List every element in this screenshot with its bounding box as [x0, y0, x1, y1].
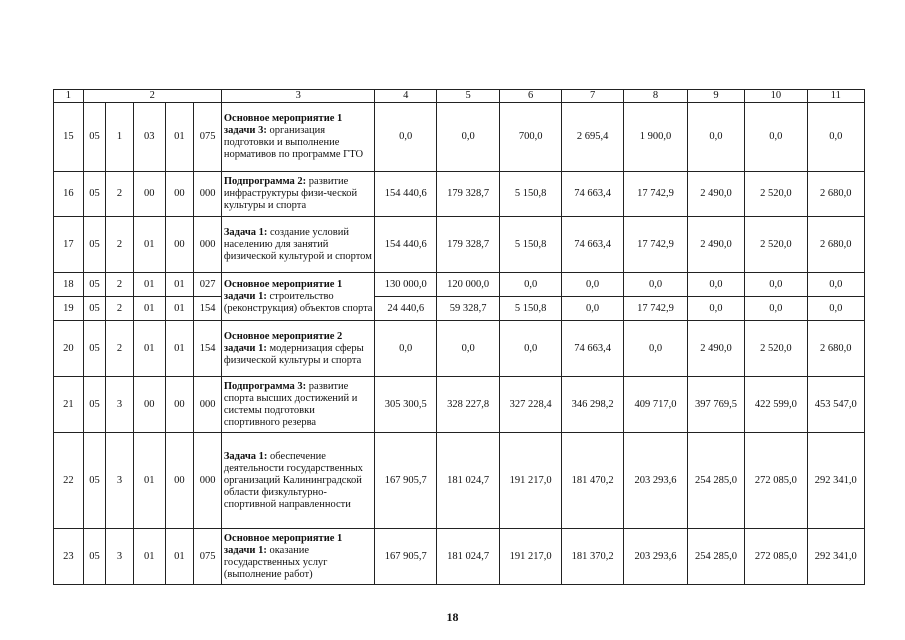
value-cell: 191 217,0: [500, 529, 561, 585]
value-cell: 2 680,0: [807, 321, 864, 377]
code-cell: 2: [106, 273, 134, 297]
code-cell: 00: [165, 377, 194, 433]
code-cell: 01: [133, 297, 165, 321]
code-cell: 05: [83, 217, 106, 273]
code-cell: 3: [106, 433, 134, 529]
description-cell: [221, 217, 375, 273]
value-cell: 2 520,0: [745, 321, 807, 377]
code-cell: 05: [83, 297, 106, 321]
code-cell: 05: [83, 377, 106, 433]
code-cell: 05: [83, 172, 106, 217]
code-cell: 3: [106, 377, 134, 433]
value-cell: 181 024,7: [436, 433, 499, 529]
value-cell: 0,0: [687, 103, 744, 172]
header-col-6: 6: [500, 90, 561, 103]
value-cell: 74 663,4: [561, 217, 623, 273]
description-bold: Основное мероприятие 1 задачи 1:: [223, 532, 343, 556]
code-cell: 000: [194, 433, 222, 529]
value-cell: 181 470,2: [561, 433, 623, 529]
code-cell: 01: [133, 433, 165, 529]
row-number-cell: 22: [54, 433, 84, 529]
code-cell: 3: [106, 529, 134, 585]
value-cell: 0,0: [500, 273, 561, 297]
value-cell: 2 490,0: [687, 217, 744, 273]
header-col-11: 11: [807, 90, 864, 103]
table-row: [54, 172, 865, 217]
value-cell: 74 663,4: [561, 321, 623, 377]
code-cell: 03: [133, 103, 165, 172]
value-cell: 254 285,0: [687, 433, 744, 529]
code-cell: 2: [106, 217, 134, 273]
description-cell: [221, 529, 375, 585]
value-cell: 0,0: [807, 273, 864, 297]
code-cell: 075: [194, 103, 222, 172]
value-cell: 2 490,0: [687, 172, 744, 217]
value-cell: 181 024,7: [436, 529, 499, 585]
description-text: развитие инфраструктуры физи-ческой культуры и спорта: [223, 176, 358, 211]
code-cell: 01: [165, 529, 194, 585]
value-cell: 0,0: [745, 297, 807, 321]
code-cell: 05: [83, 433, 106, 529]
description-cell: [221, 377, 375, 433]
code-cell: 00: [165, 217, 194, 273]
header-col-4: 4: [375, 90, 436, 103]
value-cell: 346 298,2: [561, 377, 623, 433]
row-number-cell: 17: [54, 217, 84, 273]
value-cell: 0,0: [375, 321, 436, 377]
value-cell: 120 000,0: [436, 273, 499, 297]
value-cell: 0,0: [687, 297, 744, 321]
budget-table: [53, 89, 865, 585]
value-cell: 167 905,7: [375, 433, 436, 529]
code-cell: 00: [133, 377, 165, 433]
description-bold: Подпрограмма 2:: [223, 176, 307, 187]
code-cell: 000: [194, 377, 222, 433]
code-cell: 05: [83, 273, 106, 297]
description-text: организация подготовки и выполнение нормативов по программе ГТО: [223, 125, 364, 160]
value-cell: 0,0: [500, 321, 561, 377]
value-cell: 179 328,7: [436, 172, 499, 217]
value-cell: 2 520,0: [745, 217, 807, 273]
value-cell: 1 900,0: [624, 103, 687, 172]
value-cell: 0,0: [687, 273, 744, 297]
code-cell: 000: [194, 172, 222, 217]
value-cell: 292 341,0: [807, 433, 864, 529]
value-cell: 154 440,6: [375, 172, 436, 217]
description-text: строительство (реконструкция) объектов спорта: [223, 290, 373, 314]
code-cell: 01: [165, 103, 194, 172]
code-cell: 05: [83, 529, 106, 585]
value-cell: 0,0: [745, 273, 807, 297]
code-cell: 154: [194, 321, 222, 377]
code-cell: 00: [165, 172, 194, 217]
header-col-10: 10: [745, 90, 807, 103]
row-number-cell: 20: [54, 321, 84, 377]
table-row: [54, 433, 865, 529]
value-cell: 397 769,5: [687, 377, 744, 433]
code-cell: 000: [194, 217, 222, 273]
table-row: [54, 273, 865, 297]
header-col-1: 1: [54, 90, 84, 103]
description-text: развитие спорта высших достижений и системы подготовки спортивного резерва: [223, 380, 358, 428]
value-cell: 700,0: [500, 103, 561, 172]
value-cell: 305 300,5: [375, 377, 436, 433]
value-cell: 5 150,8: [500, 217, 561, 273]
code-cell: 01: [133, 217, 165, 273]
code-cell: 2: [106, 172, 134, 217]
code-cell: 01: [165, 297, 194, 321]
code-cell: 00: [165, 433, 194, 529]
value-cell: 2 695,4: [561, 103, 623, 172]
value-cell: 422 599,0: [745, 377, 807, 433]
value-cell: 272 085,0: [745, 529, 807, 585]
code-cell: 2: [106, 321, 134, 377]
description-cell: [221, 103, 375, 172]
description-bold: Основное мероприятие 2 задачи 1:: [223, 330, 343, 354]
description-text: оказание государственных услуг (выполнение работ): [223, 544, 328, 580]
value-cell: 254 285,0: [687, 529, 744, 585]
header-col-7: 7: [561, 90, 623, 103]
value-cell: 292 341,0: [807, 529, 864, 585]
description-text: создание условий населению для занятий физической культурой и спортом: [223, 226, 372, 262]
header-row: [54, 90, 865, 103]
code-cell: 075: [194, 529, 222, 585]
value-cell: 0,0: [561, 297, 623, 321]
table-row: [54, 103, 865, 172]
header-col-8: 8: [624, 90, 687, 103]
header-col-9: 9: [687, 90, 744, 103]
value-cell: 0,0: [436, 321, 499, 377]
description-bold: Основное мероприятие 1 задачи 1:: [223, 278, 343, 302]
value-cell: 2 680,0: [807, 172, 864, 217]
row-number-cell: 19: [54, 297, 84, 321]
code-cell: 00: [133, 172, 165, 217]
value-cell: 328 227,8: [436, 377, 499, 433]
header-col-2: 2: [83, 90, 221, 103]
row-number-cell: 16: [54, 172, 84, 217]
value-cell: 2 490,0: [687, 321, 744, 377]
value-cell: 2 520,0: [745, 172, 807, 217]
row-number-cell: 21: [54, 377, 84, 433]
value-cell: 0,0: [807, 103, 864, 172]
value-cell: 181 370,2: [561, 529, 623, 585]
value-cell: 0,0: [624, 273, 687, 297]
code-cell: 2: [106, 297, 134, 321]
value-cell: 17 742,9: [624, 217, 687, 273]
value-cell: 130 000,0: [375, 273, 436, 297]
code-cell: 01: [165, 273, 194, 297]
description-text: обеспечение деятельности государственных организаций Калининградской области физкультурно-спортивной направленности: [223, 450, 363, 510]
row-number-cell: 18: [54, 273, 84, 297]
code-cell: 154: [194, 297, 222, 321]
value-cell: 409 717,0: [624, 377, 687, 433]
description-bold: Задача 1:: [223, 226, 268, 238]
value-cell: 453 547,0: [807, 377, 864, 433]
description-bold: Задача 1:: [223, 450, 268, 462]
row-number-cell: 23: [54, 529, 84, 585]
code-cell: 01: [133, 321, 165, 377]
value-cell: 0,0: [436, 103, 499, 172]
table-row: [54, 377, 865, 433]
description-cell: [221, 321, 375, 377]
value-cell: 17 742,9: [624, 172, 687, 217]
description-bold: Основное мероприятие 1 задачи 3:: [223, 113, 343, 136]
value-cell: 0,0: [745, 103, 807, 172]
table-row: [54, 217, 865, 273]
code-cell: 01: [133, 529, 165, 585]
row-number-cell: 15: [54, 103, 84, 172]
code-cell: 1: [106, 103, 134, 172]
code-cell: 01: [165, 321, 194, 377]
value-cell: 154 440,6: [375, 217, 436, 273]
value-cell: 0,0: [807, 297, 864, 321]
table-row: [54, 321, 865, 377]
value-cell: 2 680,0: [807, 217, 864, 273]
description-cell: [221, 433, 375, 529]
value-cell: 327 228,4: [500, 377, 561, 433]
value-cell: 5 150,8: [500, 297, 561, 321]
value-cell: 272 085,0: [745, 433, 807, 529]
table-row: [54, 529, 865, 585]
header-col-5: 5: [436, 90, 499, 103]
value-cell: 24 440,6: [375, 297, 436, 321]
description-text: модернизация сферы физической культуры и спорта: [223, 342, 364, 366]
code-cell: 05: [83, 103, 106, 172]
value-cell: 74 663,4: [561, 172, 623, 217]
description-bold: Подпрограмма 3:: [223, 380, 307, 392]
value-cell: 203 293,6: [624, 433, 687, 529]
value-cell: 0,0: [375, 103, 436, 172]
value-cell: 0,0: [561, 273, 623, 297]
value-cell: 17 742,9: [624, 297, 687, 321]
value-cell: 167 905,7: [375, 529, 436, 585]
value-cell: 59 328,7: [436, 297, 499, 321]
value-cell: 179 328,7: [436, 217, 499, 273]
value-cell: 0,0: [624, 321, 687, 377]
description-cell: [221, 172, 375, 217]
value-cell: 191 217,0: [500, 433, 561, 529]
description-cell: [221, 273, 375, 321]
code-cell: 05: [83, 321, 106, 377]
value-cell: 203 293,6: [624, 529, 687, 585]
page-number: 18: [446, 610, 459, 624]
code-cell: 01: [133, 273, 165, 297]
value-cell: 5 150,8: [500, 172, 561, 217]
code-cell: 027: [194, 273, 222, 297]
table-row: [54, 297, 865, 321]
header-col-3: 3: [221, 90, 375, 103]
